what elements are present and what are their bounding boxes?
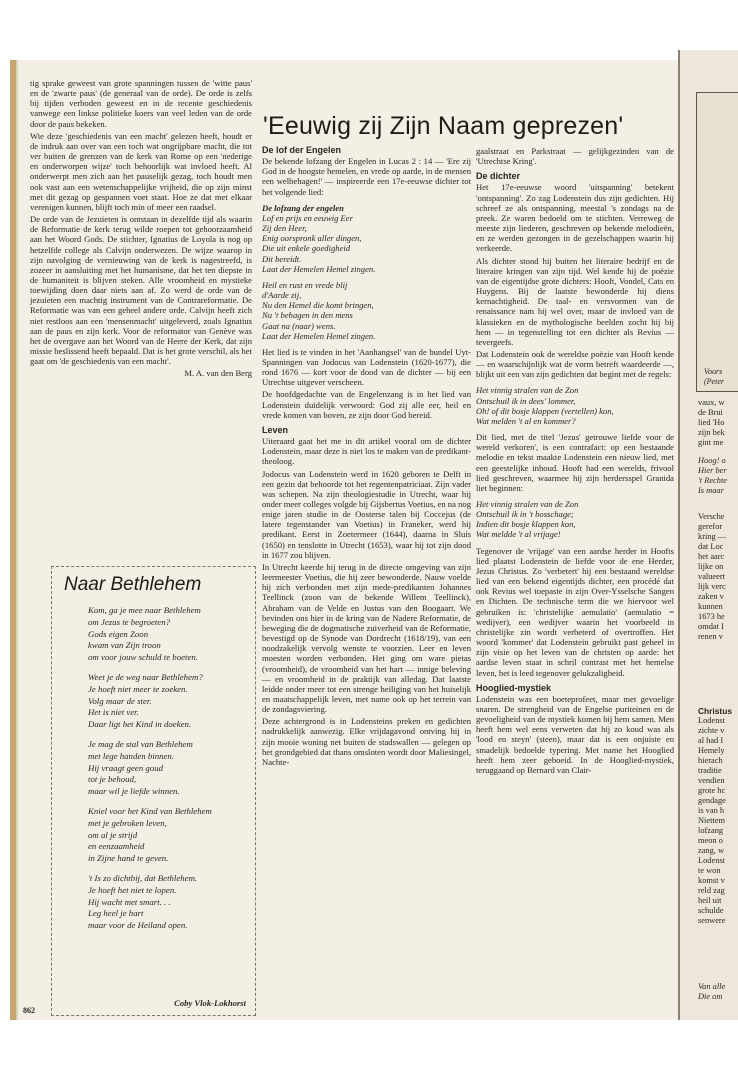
poem-block — [262, 280, 471, 341]
poem-line: Je mag de stal van Bethlehem — [88, 738, 193, 749]
poem-line: tot je behoud, — [88, 774, 137, 785]
poem-line: Je hoeft het niet te lopen. — [88, 884, 177, 895]
poem-line: Laat der Hemelen Hemel zingen. — [262, 263, 376, 274]
article-paragraph: Uiteraard gaat het me in dit artikel vooral om de dichter Lodenstein, maar deze is niet los te maken van de predikant-theoloog. — [262, 436, 471, 467]
text-line: Lodenst — [698, 716, 725, 725]
poem-block — [476, 499, 674, 540]
left-paragraph: De orde van de Jezuieten is ontstaan in dezelfde tijd als waarin de Reformatie de kerk terug wilde roepen tot gehoorzaamheid aan het Woord Gods. De stichter, Ignatius de Loyola is nog op hetzelfde college als Calvijn onderwezen. De wijze waarop in zijn navolging de vernieuwing van de kerk is nagestreefd, is zozeer in aansluiting met het humanisme, dat het ten diepste in de humaniteit is blijven steken. Alle vroomheid en mystieke toewijding doen daar niets aan af. Zo werd de orde van de jezuieten een machtig instrument van de Contrareformatie. De Reformatie was van een geheel andere orde. Calvijn heeft zich niet restloos aan een 'mensenmacht' uitgeleverd, zoals Ignatius aan de paus en zijn kerk. Voor de reformator van Genève was het de overgave aan het Woord van de Heere der Kerk, dat zijn missie beslissend heeft bepaald. Dat is het grote verschil, als het gaat om 'de geschiedenis van een macht'. — [30, 214, 252, 367]
poem-stanza — [88, 739, 248, 798]
text-line: lijke on — [698, 562, 724, 571]
poem-stanza — [88, 873, 248, 932]
text-line: dat Loc — [698, 542, 724, 551]
article-column-3 — [476, 146, 674, 777]
article-paragraph: Het lied is te vinden in het 'Aanhangsel' van de bundel Uyt-Spanningen van Jodocus van Lodenstein (1620-1677), die rond 1676 — kort voor de dood van de dichter — bij een Utrechtse uitgever verscheen. — [262, 346, 471, 388]
text-line: reld zag — [698, 886, 725, 895]
poem-line: Het vinnig stralen van de Zon — [476, 499, 579, 509]
poem-stanza — [88, 806, 248, 865]
text-line: Niettem — [698, 816, 725, 825]
poem-line: met lege handen binnen. — [88, 750, 174, 761]
poem-line: Ontschuil ik in 't bosschage; — [476, 509, 574, 520]
article-paragraph: Deze achtergrond is in Lodensteins preken en gedichten nadrukkelijk aanwezig. Elke vrijdagavond ontving hij in zijn mooie woning net buiten de stadswallen — gelegen op het grondgebied dat thans omsloten wordt door Maliesingel, Nachte- — [262, 716, 471, 767]
text-line: lijk verc — [698, 582, 726, 591]
text-line: hierach — [698, 756, 723, 765]
page-number: 862 — [23, 1006, 35, 1015]
poem-line: Laat der Hemelen Hemel zingen. — [262, 330, 376, 341]
article-paragraph: gaalstraat en Parkstraat — gelijkgezinden van de 'Utrechtse Kring'. — [476, 146, 674, 167]
poem-line: en eenzaamheid — [88, 841, 145, 852]
poem-line: Enig oorspronk aller dingen, — [262, 233, 362, 244]
poem-line: Daar ligt het Kind in doeken. — [88, 719, 192, 730]
article-paragraph: De hoofdgedachte van de Engelenzang is in het lied van Lodenstein duidelijk verwoord: God zij alle eer, heil en vrede komen van boven, ze zijn door God bereid. — [262, 389, 471, 420]
poem-line: Wat meldde 't al vrijage! — [476, 529, 561, 540]
poem-line: om voor jouw schuld te boeten. — [88, 652, 198, 663]
next-page-text — [698, 706, 738, 926]
left-paragraph: Wie deze 'geschiedenis van een macht' gelezen heeft, houdt er de indruk aan over van een toch wat ongrijpbare macht, die tot ver buiten de grenzen van de kerk van Rome op een 'nederige en onderworpen wijze' toch behoorlijk wat invloed heeft. Al onderwerpt men zich aan het pauselijk gezag, toch houdt men ook vast aan een wetenschappelijke vrijheid, die op zijn minst met dit gezag op gespannen voet staat. Hoe ze dat met elkaar verenigen kunnen, blijft toch min of meer een raadsel. — [30, 130, 252, 212]
text-line: zichte v — [698, 726, 725, 735]
poem-stanza — [88, 672, 248, 731]
text-line: Hoog! o — [698, 456, 726, 465]
poem-line: Weet je de weg naar Bethlehem? — [88, 671, 203, 682]
text-line: Van alle — [698, 982, 726, 991]
poem-line: Leg heel je hart — [88, 908, 144, 919]
text-line: zijn bek — [698, 428, 725, 437]
poem-line: Het is niet ver. — [88, 707, 139, 718]
poem-stanza — [88, 605, 248, 664]
text-line: gendage — [698, 796, 726, 805]
article-paragraph: Het 17e-eeuwse woord 'uitspanning' betekent 'ontspanning'. Zo zag Lodenstein dus zijn gedichten. Hij schreef ze als ontspanning, meestal 's zondags na de preek. Ze waren bedoeld om te stichten. Verreweg de meeste zijn liederen, geschreven op bekende melodieën, en ze werden gezongen in de gezelschappen waarin hij verkeerde. — [476, 182, 674, 254]
article-paragraph: De bekende lofzang der Engelen in Lucas 2 : 14 — 'Ere zij God in de hoogste hemelen, en vrede op aarde, in de mensen een welbehagen!' — inspireerde een 17e-eeuwse dichter tot het volgende lied: — [262, 156, 471, 197]
text-line: Hemely — [698, 746, 725, 755]
poem-line: om Jezus te begroeten? — [88, 616, 170, 627]
text-line: al had I — [698, 736, 724, 745]
poem-line: Heil en rust en vrede blij — [262, 279, 348, 290]
photo-caption — [704, 367, 724, 387]
article-paragraph: Tegenover de 'vrijage' van een aardse herder in Hoofts lied plaatst Lodenstein de liefde voor de ene Herder, Jezus Christus. Zo 'verbetert' hij een bestaand wereldse lied van een bekend eigentijds dichter, een procédé dat ook Revius wel toepaste in zijn Over-Ysselsche Sangen en Dichten. De technische term die we hiervoor wel gebruiken is: 'christelijke aemulatio' (aemulatio = wedijver), een wedijver waarin het voorbeeld in christelijke zin wordt verbeterd of overtroffen. Het woord 'kommer' dat Lodenstein gebruikt past geheel in zijn visie op het leven van de christen op aarde: het aardse leven staat in schril contrast met het hemelse leven, het is leed tegenover gelukzaligheid. — [476, 545, 674, 678]
poem-block — [262, 203, 471, 274]
poem-title: De lofzang der engelen — [262, 202, 344, 213]
text-line: grote hc — [698, 786, 726, 795]
poem-box-title: Naar Bethlehem — [64, 574, 202, 595]
text-line: komst v — [698, 876, 725, 885]
section-heading: De lof der Engelen — [262, 145, 342, 155]
article-headline: 'Eeuwig zij Zijn Naam geprezen' — [263, 112, 624, 140]
next-page-text — [698, 398, 738, 448]
text-line: valueert — [698, 572, 725, 581]
poem-line: maar voor de Heiland open. — [88, 920, 188, 931]
text-line: Hier ber — [698, 466, 727, 475]
text-line: meon o — [698, 836, 723, 845]
text-line: is van h — [698, 806, 725, 815]
article-paragraph: Jodocus van Lodenstein werd in 1620 geboren te Delft in een gezin dat behoorde tot het regentenpatriciaat. Zijn vader was schepen. Na zijn theologiestudie in Utrecht, waar hij onder meer colleges volgde bij Gijsbertus Voetius, en na nog enige jaren studie in de Oosterse talen bij Coccejus (de latere tegenstander van Voetius) in Franeker, werd hij predikant. Eerst in Zoetermeer (1644), daarna in Sluis (1650) en tenslotte in Utrecht (1653), waar hij tot zijn dood in 1677 zou blijven. — [262, 468, 471, 560]
section-heading: De dichter — [476, 171, 521, 182]
poem-line: Nu 't behagen in den mens — [262, 310, 353, 321]
text-line: kring — — [698, 532, 727, 541]
caption-line: (Peter — [704, 377, 724, 386]
text-line: renen v — [698, 632, 723, 641]
text-line: gerefor — [698, 522, 723, 531]
text-line: schulde — [698, 906, 724, 915]
text-line: vendien — [698, 776, 725, 785]
caption-line: Voors — [704, 367, 723, 376]
poem-line: Oh! of dit bosje klappen (vertellen) kon, — [476, 405, 614, 416]
text-line: het aarc — [698, 552, 725, 561]
article-paragraph: Dit lied, met de titel 'Jezus' getrouwe liefde voor de wereld verkoren', is een contrafact: op een bestaande melodie en tekst maakte Lodenstein een nieuw lied, met een geestelijke inhoud. Hooft had een werelds, frivool lied geschreven, waarmee hij zijn herdersspel Granida liet beginnen: — [476, 432, 674, 493]
text-line: lofzang — [698, 826, 724, 835]
poem-line: Die uit enkele goedigheid — [262, 243, 351, 254]
text-line: kunnen — [698, 602, 723, 611]
poem-line: 't Is zo dichtbij, dat Bethlehem. — [88, 872, 198, 883]
text-line: zaken v — [698, 592, 724, 601]
text-line: 1673 he — [698, 612, 725, 621]
text-line: Is maar — [698, 486, 724, 495]
poem-line: met je gebroken leven, — [88, 817, 167, 828]
poem-line: Wat melden 't al en kommer? — [476, 415, 576, 426]
article-paragraph: Als dichter stond hij buiten het literaire bedrijf en de literaire kringen van zijn tijd. Wel kende hij de poëzie van de eigentijdse grote dichters: Hooft, Vondel, Cats en Huygens. Bij de laatste bewonderde hij diens kernachtigheid. De taal- en versvormen van de renaissance nam hij wel over, maar de invloed van de klassieken en de mythologische beelden zocht hij bij hem — in tegenstelling tot een dichter als Revius — tevergeefs. — [476, 255, 674, 347]
next-page-poem — [698, 982, 738, 1002]
article-paragraph: Dat Lodenstein ook de wereldse poëzie van Hooft kende — en waarschijnlijk wat de vorm betreft waardeerde —, blijkt uit een van zijn gedichten dat begint met de regels: — [476, 348, 674, 380]
article-paragraph: Lodenstein was een boeteprofeet, maar met gevoelige snaren. De strengheid van de Engelse puriteinen en de gevoeligheid van de mystiek komen bij hem samen. Men heeft hem wel eens verweten dat hij zo koud was als 'lood en steyn' (steen), maar dat is een onjuiste en smadelijk bedoelde typering. Met name het Hooglied heeft hem zeer geboeid. In de Hooglied-mystiek, teruggaand op Bernard van Clair- — [476, 693, 674, 775]
poem-line: Ontschuil ik in dees' lommer, — [476, 395, 576, 406]
text-line: Lodenst — [698, 856, 725, 865]
text-line: traditie — [698, 766, 722, 775]
article-column-2 — [262, 140, 471, 769]
poem-line: Lof en prijs en eeuwig Eer — [262, 212, 353, 223]
poem-block — [476, 385, 674, 426]
poem-line: Nu den Hemel die komt bringen, — [262, 300, 374, 311]
next-page-poem — [698, 456, 738, 496]
poem-line: Indien dit bosje klappen kon, — [476, 519, 576, 530]
poem-line: Gods eigen Zoon — [88, 628, 149, 639]
text-line: te won — [698, 866, 721, 875]
poem-signature: Coby Vlok-Lokhorst — [174, 998, 246, 1008]
poem-line: d'Aarde zij, — [262, 290, 302, 301]
text-line: senwere — [698, 916, 726, 925]
poem-line: Hij vraagt geen goud — [88, 762, 164, 773]
text-line: lied 'Ho — [698, 418, 725, 427]
text-line: gint me — [698, 438, 724, 447]
next-page-text — [698, 512, 738, 642]
poem-line: kwam van Zijn troon — [88, 640, 161, 651]
poem-line: Kom, ga je mee naar Bethlehem — [88, 605, 201, 615]
text-line: zang, w — [698, 846, 725, 855]
article-paragraph: In Utrecht keerde hij terug in de directe omgeving van zijn leermeester Voetius, die hij zeer bewonderde. Nauw voelde hij zich verbonden met zijn mede-predikanten Johannes Teellinck (zoon van de bekende Willem Teellinck), Abraham van de Velde en Justus van den Boogaart. We bevinden ons hier in de kring van de Nadere Reformatie, de beweging die de dogmatische zuiverheid van de Reformatie, bevestigd op de Synode van Dordrecht (1618/19), van een noodzakelijk vervolg wenste te voorzien. Leer en leven moesten worden verbonden. Het ging om ware pietas (vroomheid), de vroomheid van het hart — innige beleving — en vroomheid in de praktijk van alledag. Dat laatste leidde onder meer tot een strenge heiliging van het huiselijk en maatschappelijk leven, met name ook op het terrein van de zondagsviering. — [262, 561, 471, 715]
section-heading: Christus — [698, 706, 732, 716]
text-line: omdat I — [698, 622, 724, 631]
poem-line: maar wil je liefde winnen. — [88, 786, 180, 797]
poem-line: Het vinnig stralen van de Zon — [476, 385, 579, 396]
text-line: Versche — [698, 512, 725, 521]
text-line: Die om — [698, 992, 723, 1001]
section-heading: Hooglied-mystiek — [476, 682, 552, 693]
poem-line: Kniel voor het Kind van Bethlehem — [88, 805, 212, 816]
poem-line: Volg maar de ster. — [88, 695, 152, 706]
poem-line: in Zijne hand te geven. — [88, 853, 169, 864]
poem-line: Hij wacht met smart. . . — [88, 896, 171, 907]
text-line: heil uit — [698, 896, 722, 905]
text-line: de Brui — [698, 408, 723, 417]
section-heading: Leven — [262, 424, 289, 435]
poem-box-body — [88, 605, 248, 940]
poem-line: Dit bereidt. — [262, 253, 302, 264]
poem-line: om al je strijd — [88, 829, 138, 840]
text-line: vaux, w — [698, 398, 725, 407]
text-line: 't Rechte — [698, 476, 727, 485]
poem-line: Gaat na (naar) wens. — [262, 320, 336, 331]
author-signature: M. A. van den Berg — [184, 368, 252, 379]
left-paragraph: tig sprake geweest van grote spanningen tussen de 'witte paus' en de 'zwarte paus' (de generaal van de orde). De orde is zelfs bij tijden verboden geweest en in de recente geschiedenis vanwege een linkse politieke koers van veel leden van de orde door de paus bekeken. — [30, 78, 252, 129]
poem-line: Je hoeft niet meer te zoeken. — [88, 683, 188, 694]
left-column — [30, 78, 252, 379]
photo-frame — [696, 92, 738, 392]
poem-line: Zij den Heer, — [262, 223, 307, 234]
